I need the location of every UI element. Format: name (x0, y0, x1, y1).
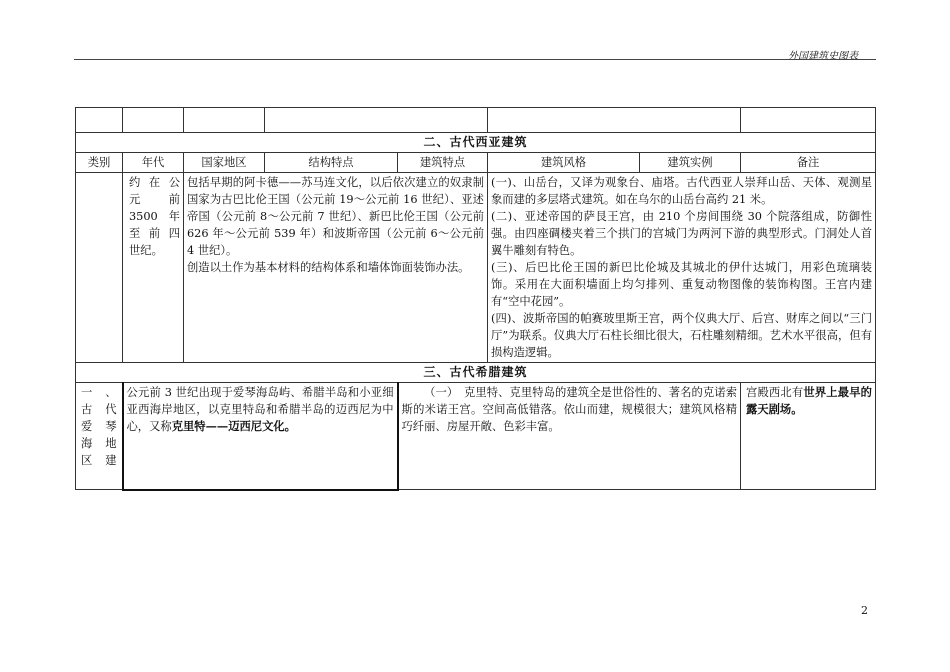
section-2-title-row (76, 133, 876, 153)
aegean-region-bold: 克里特——迈西尼文化。 (171, 419, 296, 433)
aegean-example-text: 宫殿西北有 (746, 386, 804, 399)
style-item-3: (三)、后巴比伦王国的新巴比伦城及其城北的伊什达城门，用彩色琉璃装饰。采用在大面积墙面上均匀排列、重复动物图像的装饰构图。王宫内建有“空中花园”。 (491, 261, 872, 308)
column-header-structure: 结构特点 (265, 153, 398, 173)
column-header-category: 类别 (76, 153, 123, 173)
era-line: 约在公 (129, 176, 180, 189)
page-number: 2 (861, 604, 868, 617)
category-line: 爱 琴 (81, 420, 117, 433)
category-line: 古 代 (81, 403, 117, 416)
column-header-examples: 建筑实例 (640, 153, 741, 173)
aegean-content-row (76, 383, 876, 490)
empty-cell (488, 108, 741, 133)
west-asia-history-text: 包括早期的阿卡德——苏马连文化，以后依次建立的奴隶制国家为古巴比伦王国（公元前 19～公元前 16 世纪）、亚述帝国（公元前 8～公元前 7 世纪）、新巴比伦王国（公元前 626 年～公元前 539 年）和波斯帝国（公元前 6～公元前 4 世纪）。 (187, 176, 484, 257)
era-line: 3500 年 (129, 210, 180, 223)
category-line: 海 地 (81, 437, 117, 450)
west-asia-history-cell (184, 173, 488, 363)
column-header-era: 年代 (123, 153, 184, 173)
column-header-row (76, 153, 876, 173)
style-item-1: (一)、山岳台，又译为观象台、庙塔。古代西亚人崇拜山岳、天体、观测星象而建的多层塔式建筑。如在乌尔的山岳台高约 21 米。 (491, 176, 872, 206)
west-asia-style-cell (488, 173, 876, 363)
aegean-category-cell (76, 383, 123, 490)
category-line: 一 、 (81, 386, 117, 399)
page-header-title: 外国建筑史图表 (788, 51, 858, 62)
aegean-feature-cell (398, 383, 741, 490)
empty-cell (76, 108, 123, 133)
empty-cell (123, 108, 184, 133)
aegean-feature-text: （一） 克里特、克里特岛的建筑全是世俗性的、著名的克诺索斯的米诺王宫。空间高低错落。依山而建，规模很大；建筑风格精巧纤丽、房屋开敞、色彩丰富。 (401, 386, 737, 433)
west-asia-era-cell (123, 173, 184, 363)
column-header-notes: 备注 (741, 153, 876, 173)
table-row-empty (76, 108, 876, 133)
empty-cell (265, 108, 488, 133)
era-line: 世纪。 (129, 244, 163, 257)
west-asia-structure-text: 创造以土作为基本材料的结构体系和墙体饰面装饰办法。 (187, 261, 470, 274)
empty-cell (741, 108, 876, 133)
west-asia-content-row (76, 173, 876, 363)
aegean-example-cell (741, 383, 876, 490)
column-header-features: 建筑特点 (398, 153, 488, 173)
aegean-example-bold: 世界上最早的露天剧场。 (746, 385, 872, 416)
aegean-region-text: 公元前 3 世纪出现于爱琴海岛屿、希腊半岛和小亚细亚西海岸地区，以克里特岛和希腊半岛的迈西尼为中心，又称 (126, 386, 394, 433)
era-line: 元 前 (129, 193, 180, 206)
era-line: 至前四 (129, 227, 180, 240)
style-item-2: (二)、亚述帝国的萨艮王宫，由 210 个房间围绕 30 个院落组成，防御性强。由四座碉楼夹着三个拱门的宫城门为两河下游的典型形式。门洞处人首翼牛雕刻有特色。 (491, 210, 872, 257)
aegean-region-cell (123, 383, 398, 490)
style-item-4: (四)、波斯帝国的帕赛玻里斯王宫，两个仪典大厅、后宫、财库之间以“三门厅”为联系。仪典大厅石柱长细比很大，石柱雕刻精细。艺术水平很高，但有损构造逻辑。 (491, 312, 872, 359)
section-2-title: 二、古代西亚建筑 (76, 133, 876, 153)
category-line: 区 建 (81, 454, 117, 467)
column-header-region: 国家地区 (184, 153, 265, 173)
header-rule (74, 59, 876, 60)
section-3-title: 三、古代希腊建筑 (76, 363, 876, 383)
west-asia-category-cell (76, 173, 123, 363)
architecture-history-table (75, 107, 876, 491)
empty-cell (184, 108, 265, 133)
section-3-title-row (76, 363, 876, 383)
column-header-style: 建筑风格 (488, 153, 640, 173)
